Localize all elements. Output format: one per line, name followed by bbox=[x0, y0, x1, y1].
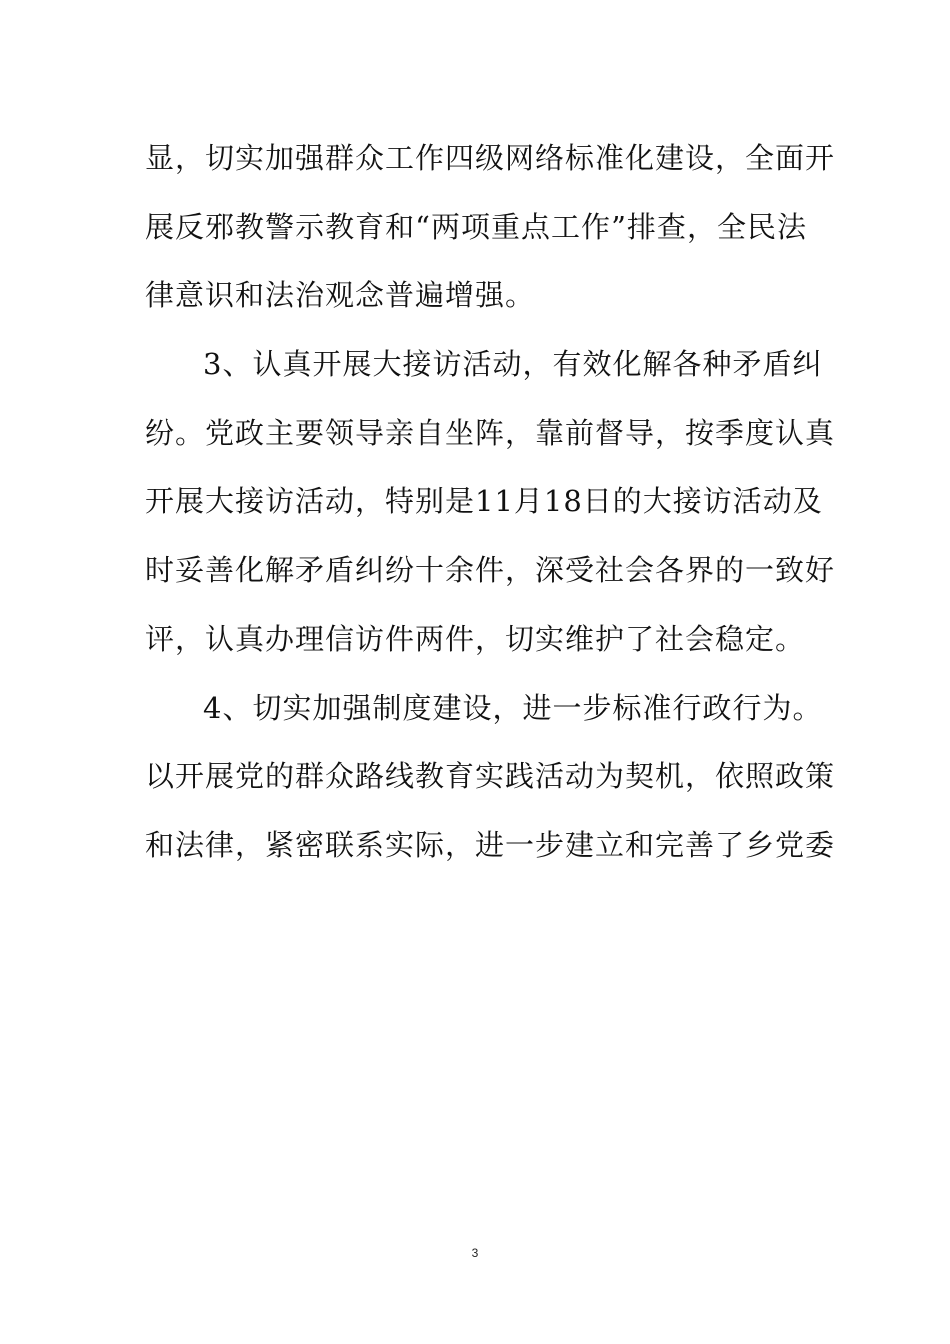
text-line: 显，切实加强群众工作四级网络标准化建设，全面开 bbox=[145, 141, 836, 175]
text-line: 时妥善化解矛盾纠纷十余件，深受社会各界的一致好 bbox=[145, 553, 836, 588]
text-line: 3、认真开展大接访活动，有效化解各种矛盾纠 bbox=[203, 347, 823, 382]
text-line: 以开展党的群众路线教育实践活动为契机，依照政策 bbox=[145, 759, 836, 794]
text-line: 评，认真办理信访件两件，切实维护了社会稳定。 bbox=[145, 621, 806, 656]
text-line: 开展大接访活动，特别是11月18日的大接访活动及 bbox=[145, 484, 823, 519]
text-line: 和法律，紧密联系实际，进一步建立和完善了乡党委 bbox=[145, 827, 836, 862]
body-text bbox=[145, 124, 836, 880]
text-line: 展反邪教警示教育和“两项重点工作”排查，全民法 bbox=[145, 209, 807, 244]
page-number: 3 bbox=[471, 1246, 479, 1260]
text-line: 律意识和法治观念普遍增强。 bbox=[145, 278, 536, 313]
text-line: 纷。党政主要领导亲自坐阵，靠前督导，按季度认真 bbox=[145, 415, 836, 450]
text-line: 4、切实加强制度建设，进一步标准行政行为。 bbox=[203, 690, 823, 725]
